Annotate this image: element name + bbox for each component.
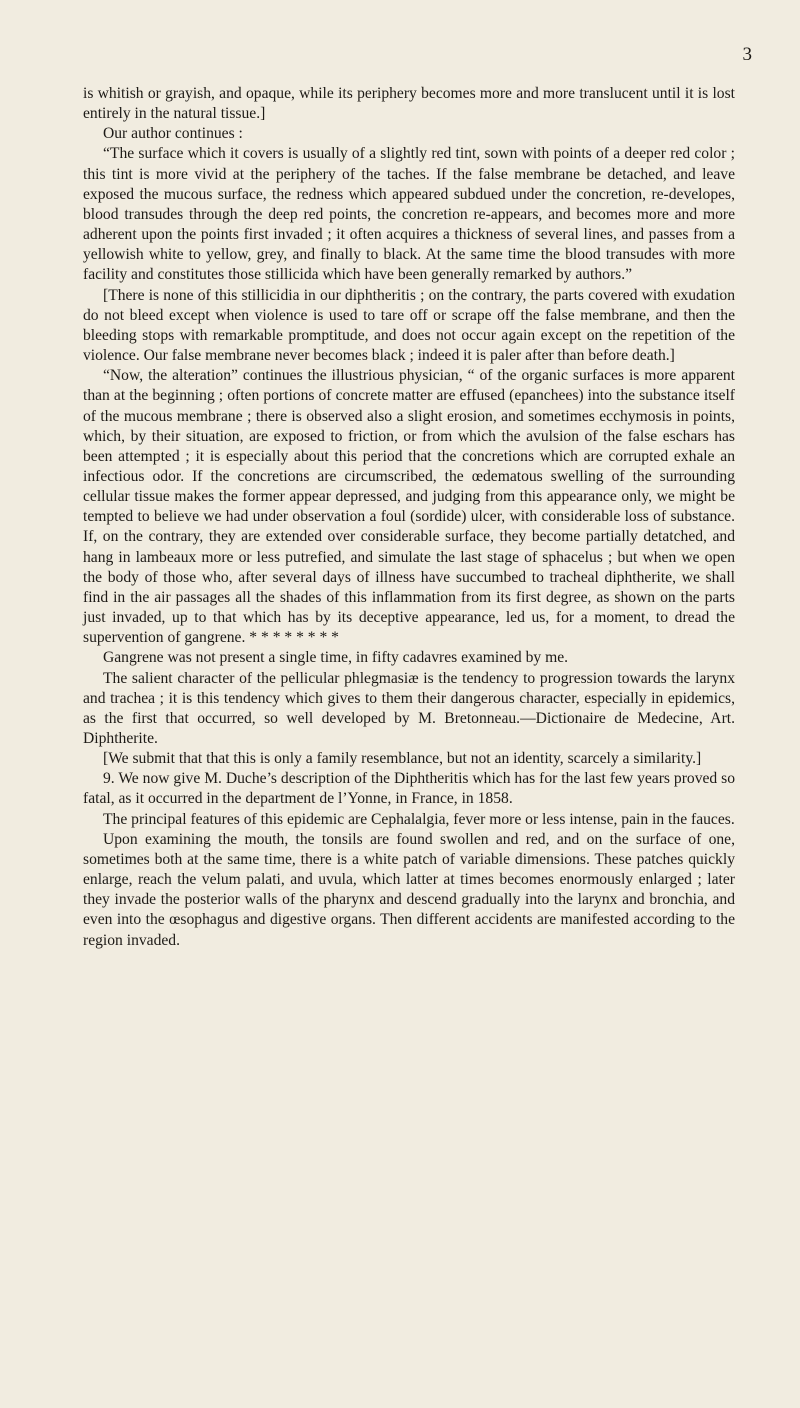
asterisk-separator: * * * * * * * * xyxy=(249,629,339,647)
paragraph: [We submit that that this is only a family resemblance, but not an identity, scarcely a similarity.] xyxy=(103,750,702,768)
paragraph xyxy=(83,366,735,648)
paragraph: The salient character of the pellicular phlegmasiæ is the tendency to progression towards the larynx and trachea ; it is this tendency which gives to them their dangerous character, especially in epidemics, as the first that occurred, so well developed by M. Bretonneau.—Dictionaire de Medecine, Art. Diphtherite. xyxy=(83,669,735,747)
paragraph: Our author continues : xyxy=(103,125,243,143)
page-number: 3 xyxy=(742,44,752,65)
paragraph: The principal features of this epidemic are Cephalalgia, fever more or less intense, pain in the fauces. xyxy=(103,810,735,828)
paragraph: is whitish or grayish, and opaque, while its periphery becomes more and more translucent until it is lost entirely in the natural tissue.] xyxy=(83,85,735,123)
paragraph: Gangrene was not present a single time, in fifty cadavres examined by me. xyxy=(103,649,569,667)
paragraph-text: “Now, the alteration” continues the illustrious physician, “ of the organic surfaces is more apparent than at the beginning ; often portions of concrete matter are effused (epanchees) into the substance itself of the mucous membrane ; there is observed also a slight erosion, and sometimes ecchymosis in points, which, by their situation, are exposed to friction, or from which the avulsion of the false eschars has been attempted ; it is especially about this period that the concretions which are corrupted exhale an infectious odor. If the concretions are circumscribed, the œdematous swelling of the surrounding cellular tissue makes the former appear depressed, and judging from this appearance only, we might be tempted to believe we had under observation a foul (sordide) ulcer, with considerable loss of substance. If, on the contrary, they are extended over considerable surface, they become partially detatched, and hang in lambeaux more or less putrefied, and simulate the last stage of sphacelus ; but when we open the body of those who, after several days of illness have succumbed to tracheal diphtherite, we shall find in the air passages all the shades of this inflammation from its first degree, as shown on the parts just invaded, up to that which has by its deceptive appearance, led us, for a moment, to dread the supervention of gangrene. xyxy=(83,367,735,647)
paragraph: 9. We now give M. Duche’s description of the Diphtheritis which has for the last few years proved so fatal, as it occurred in the department de l’Yonne, in France, in 1858. xyxy=(83,770,735,808)
paragraph: [There is none of this stillicidia in our diphtheritis ; on the contrary, the parts covered with exudation do not bleed except when violence is used to tare off or scrape off the false membrane, and then the bleeding stops with remarkable promptitude, and does not occur again except on the repetition of the violence. Our false membrane never becomes black ; indeed it is paler after than before death.] xyxy=(83,286,735,365)
body-text xyxy=(83,84,735,951)
paragraph: “The surface which it covers is usually of a slightly red tint, sown with points of a deeper red color ; this tint is more vivid at the periphery of the taches. If the false membrane be detached, and leave exposed the mucous surface, the redness which appeared subdued under the concretion, re-developes, blood transudes through the deep red points, the concretion re-appears, and becomes more and more adherent upon the points first invaded ; it often acquires a thickness of several lines, and passes from a yellowish white to yellow, grey, and finally to black. At the same time the blood transudes with more facility and constitutes those stillicida which have been generally remarked by authors.” xyxy=(83,145,735,284)
paragraph: Upon examining the mouth, the tonsils are found swollen and red, and on the surface of one, sometimes both at the same time, there is a white patch of variable dimensions. These patches quickly enlarge, reach the velum palati, and uvula, which latter at times becomes enormously enlarged ; later they invade the posterior walls of the pharynx and descend gradually into the larynx and bronchia, and even into the œsophagus and digestive organs. Then different accidents are manifested according to the region invaded. xyxy=(83,830,735,949)
